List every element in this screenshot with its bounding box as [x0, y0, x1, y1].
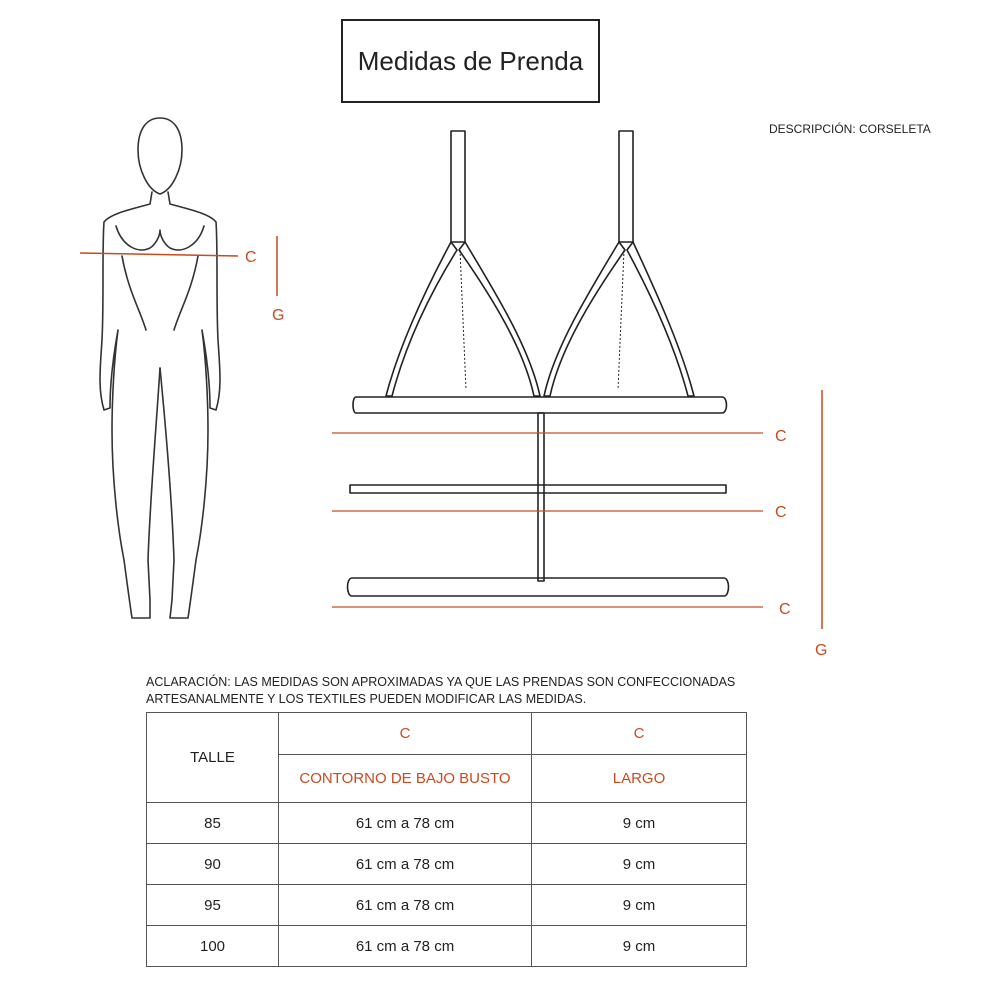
page-title: Medidas de Prenda	[341, 19, 600, 103]
table-row	[147, 803, 747, 844]
size-cell: 95	[147, 885, 279, 926]
size-table	[146, 712, 747, 967]
garment-description: DESCRIPCIÓN: CORSELETA	[769, 122, 931, 136]
body-bust	[116, 226, 204, 250]
table-row	[147, 885, 747, 926]
size-cell: 100	[147, 926, 279, 967]
table-header-row	[147, 713, 747, 755]
body-silhouette	[100, 118, 220, 618]
contour-cell: 61 cm a 78 cm	[279, 844, 532, 885]
right-cup-inner	[544, 242, 625, 396]
garment-c-label-2: C	[775, 504, 787, 521]
body-waist-right	[174, 256, 198, 330]
left-cup-seam	[460, 250, 466, 390]
length-cell: 9 cm	[532, 926, 747, 967]
center-stem	[538, 413, 544, 581]
size-header: TALLE	[147, 713, 279, 803]
disclaimer-line-1: ACLARACIÓN: LAS MEDIDAS SON APROXIMADAS YA QUE LAS PRENDAS SON CONFECCIONADAS	[146, 675, 736, 689]
body-outline-left	[100, 192, 160, 618]
body-waist-left	[122, 256, 146, 330]
garment-c-label-3: C	[779, 601, 791, 618]
contour-cell: 61 cm a 78 cm	[279, 885, 532, 926]
size-cell: 90	[147, 844, 279, 885]
garment-g-label: G	[815, 642, 828, 659]
left-strap	[451, 131, 465, 242]
garment-drawing	[348, 131, 729, 596]
body-head	[138, 118, 182, 194]
disclaimer	[146, 674, 786, 708]
body-c-label: C	[245, 249, 257, 266]
length-cell: 9 cm	[532, 885, 747, 926]
left-cup-inner	[459, 242, 540, 396]
table-row	[147, 844, 747, 885]
length-cell: 9 cm	[532, 803, 747, 844]
body-g-label: G	[272, 307, 285, 324]
length-code: C	[532, 713, 747, 755]
disclaimer-line-2: ARTESANALMENTE Y LOS TEXTILES PUEDEN MODIFICAR LAS MEDIDAS.	[146, 692, 587, 706]
length-cell: 9 cm	[532, 844, 747, 885]
underbust-band	[353, 397, 727, 413]
right-cup-seam	[618, 250, 624, 390]
contour-cell: 61 cm a 78 cm	[279, 803, 532, 844]
left-cup-outer	[386, 242, 457, 396]
size-cell: 85	[147, 803, 279, 844]
right-cup-outer	[627, 242, 694, 396]
contour-header: CONTORNO DE BAJO BUSTO	[279, 755, 532, 803]
contour-cell: 61 cm a 78 cm	[279, 926, 532, 967]
contour-code: C	[279, 713, 532, 755]
garment-c-label-1: C	[775, 428, 787, 445]
length-header: LARGO	[532, 755, 747, 803]
right-strap	[619, 131, 633, 242]
table-row	[147, 926, 747, 967]
